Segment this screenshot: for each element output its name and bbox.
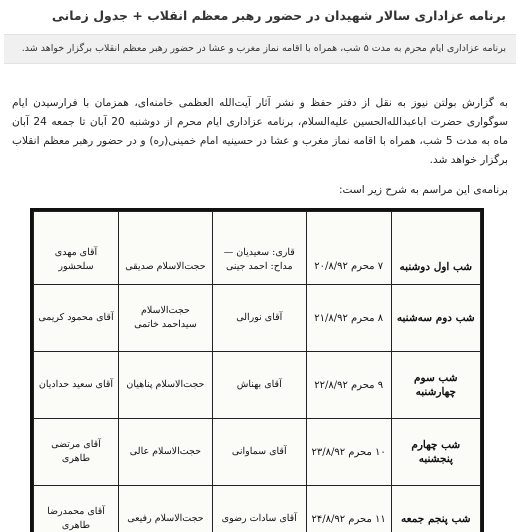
day-cell: شب چهارم پنجشنبه [391, 419, 480, 486]
table-row [34, 352, 481, 419]
date-cell: ۸ محرم ۲۱/۸/۹۲ [306, 285, 391, 352]
reciter-cell: آقای بهناش [212, 352, 306, 419]
speaker-cell: حجت‌الاسلام پناهیان [118, 352, 212, 419]
eulogist-cell: آقای مهدی سلحشور [34, 212, 119, 285]
article-lead: برنامه عزاداری ایام محرم به مدت ۵ شب، همراه با اقامه نماز مغرب و عشا در حضور رهبر معظم انقلاب برگزار خواهد شد. [4, 34, 516, 64]
article-body: به گزارش بولتن نیوز به نقل از دفتر حفظ و نشر آثار آیت‌الله العظمی خامنه‌ای، همزمان با فرارسیدن ایام سوگواری حضرت اباعبدالله‌الحسین علیه‌السلام، برنامه عزاداری ایام محرم از دوشنبه 20 آبان تا جمعه 24 آبان ماه به مدت 5 شب، همراه با اقامه نماز مغرب و عشا در حسینیه امام خمینی(ره) و در حضور رهبر معظم انقلاب برگزار خواهد شد. [12, 94, 508, 170]
table-row [34, 212, 481, 285]
speaker-cell: حجت‌الاسلام رفیعی [118, 486, 212, 532]
reciter-cell: آقای سماوانی [212, 419, 306, 486]
date-cell: ۱۱ محرم ۲۴/۸/۹۲ [306, 486, 391, 532]
eulogist-cell: آقای محمدرضا طاهری [34, 486, 119, 532]
eulogist-cell: آقای مرتضی طاهری [34, 419, 119, 486]
article-title: برنامه عزاداری سالار شهیدان در حضور رهبر معظم انقلاب + جدول زمانی [14, 8, 506, 23]
speaker-cell: حجت‌الاسلام صدیقی [118, 212, 212, 285]
eulogist-cell: آقای سعید حدادیان [34, 352, 119, 419]
date-cell: ۱۰ محرم ۲۳/۸/۹۲ [306, 419, 391, 486]
schedule-image [30, 208, 484, 532]
schedule-intro: برنامه‌ی این مراسم به شرح زیر است: [339, 184, 508, 196]
reciter-cell: آقای نورالی [212, 285, 306, 352]
date-cell: ۷ محرم ۲۰/۸/۹۲ [306, 212, 391, 285]
day-cell: شب پنجم جمعه [391, 486, 480, 532]
day-cell: شب سوم چهارشنبه [391, 352, 480, 419]
speaker-cell: حجت‌الاسلام عالی [118, 419, 212, 486]
day-cell: شب دوم سه‌شنبه [391, 285, 480, 352]
reciter-cell: قاری: سعیدیان — مداح: احمد جینی [212, 212, 306, 285]
table-row [34, 486, 481, 532]
date-cell: ۹ محرم ۲۲/۸/۹۲ [306, 352, 391, 419]
reciter-cell: آقای سادات رضوی [212, 486, 306, 532]
schedule-table [33, 211, 481, 532]
table-row [34, 419, 481, 486]
speaker-cell: حجت‌الاسلام سیداحمد خاتمی [118, 285, 212, 352]
table-row [34, 285, 481, 352]
eulogist-cell: آقای محمود کریمی [34, 285, 119, 352]
day-cell: شب اول دوشنبه [391, 212, 480, 285]
